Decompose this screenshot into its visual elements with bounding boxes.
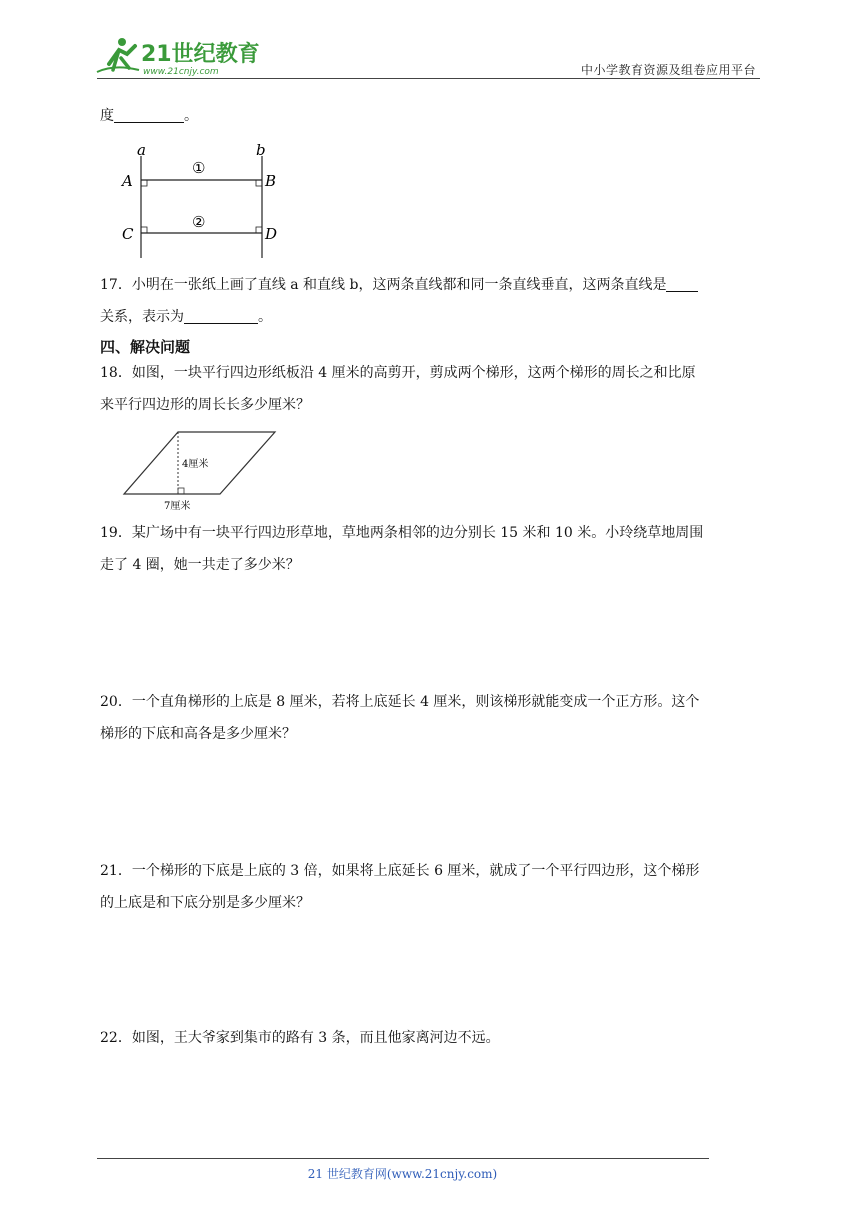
question-20 xyxy=(100,686,762,750)
q16-suffix: 。 xyxy=(184,108,198,124)
label-D: D xyxy=(265,225,278,243)
label-1: ① xyxy=(192,159,206,177)
figure-parallelogram xyxy=(120,428,280,518)
answer-blank[interactable] xyxy=(114,104,184,123)
q17-line2: 关系，表示为 xyxy=(100,309,184,325)
answer-blank[interactable] xyxy=(184,305,258,324)
footer-link[interactable]: 21 世纪教育网(www.21cnjy.com) xyxy=(307,1167,498,1181)
header-divider xyxy=(97,78,760,79)
question-19 xyxy=(100,517,762,581)
q17-suffix: 。 xyxy=(258,309,272,325)
q17-line1: 17．小明在一张纸上画了直线 a 和直线 b，这两条直线都和同一条直线垂直，这两条直线是 xyxy=(100,277,667,293)
label-A: A xyxy=(122,172,133,190)
footer-divider xyxy=(97,1158,709,1159)
height-label: 4厘米 xyxy=(182,459,209,470)
question-21 xyxy=(100,855,762,919)
label-B: B xyxy=(265,172,277,190)
q20-line1: 20．一个直角梯形的上底是 8 厘米，若将上底延长 4 厘米，则该梯形就能变成一个正方形。这个 xyxy=(100,694,700,710)
q18-line2: 来平行四边形的周长长多少厘米？ xyxy=(100,397,310,413)
question-22 xyxy=(100,1022,762,1054)
q18-line1: 18．如图，一块平行四边形纸板沿 4 厘米的高剪开，剪成两个梯形，这两个梯形的周长之和比原 xyxy=(100,365,696,381)
q16-prefix: 度 xyxy=(100,108,114,124)
label-b: b xyxy=(256,141,266,159)
label-2: ② xyxy=(192,213,206,231)
section-title: 四、解决问题 xyxy=(100,338,191,356)
header-tagline: 中小学教育资源及组卷应用平台 xyxy=(580,63,756,77)
question-17 xyxy=(100,269,762,333)
q21-line2: 的上底是和下底分别是多少厘米？ xyxy=(100,895,310,911)
answer-blank[interactable] xyxy=(666,273,698,292)
question-18 xyxy=(100,357,762,421)
q19-line2: 走了 4 圈，她一共走了多少米？ xyxy=(100,557,300,573)
label-a: a xyxy=(137,141,146,159)
q19-line1: 19．某广场中有一块平行四边形草地，草地两条相邻的边分别长 15 米和 10 米。小玲绕草地周围 xyxy=(100,525,704,541)
q21-line1: 21．一个梯形的下底是上底的 3 倍，如果将上底延长 6 厘米，就成了一个平行四边形，这个梯形 xyxy=(100,863,700,879)
base-label: 7厘米 xyxy=(164,501,191,512)
q20-line2: 梯形的下底和高各是多少厘米？ xyxy=(100,726,296,742)
label-C: C xyxy=(122,225,134,243)
q16-tail xyxy=(100,100,762,132)
logo-graphic xyxy=(95,34,265,78)
q22-line1: 22．如图，王大爷家到集市的路有 3 条，而且他家离河边不远。 xyxy=(100,1030,500,1046)
figure-parallel-lines xyxy=(112,140,292,264)
logo-text: 21世纪教育 xyxy=(141,42,260,67)
logo-url: www.21cnjy.com xyxy=(143,67,219,77)
site-logo xyxy=(95,34,265,78)
